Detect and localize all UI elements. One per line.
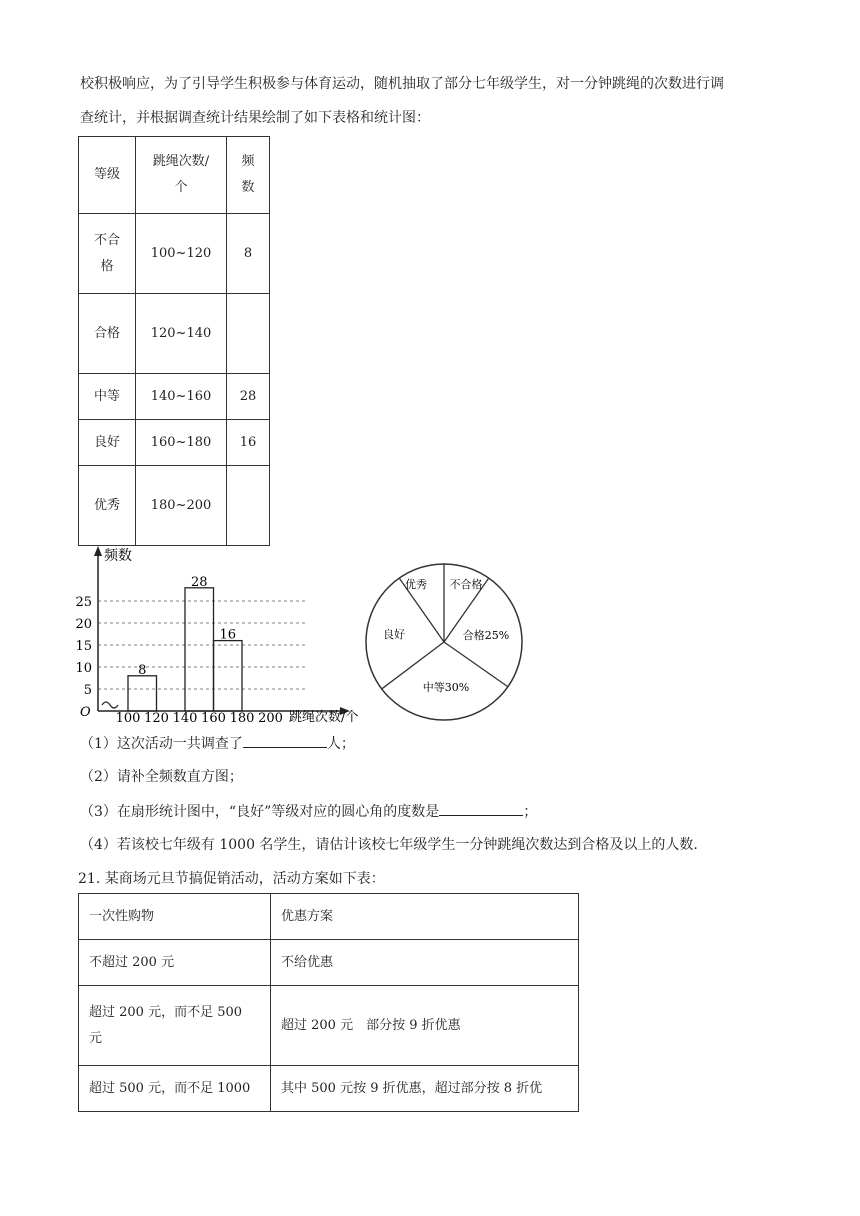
offer-cell: 超过 200 元 部分按 9 折优惠 [271, 986, 579, 1066]
freq-cell: 8 [227, 214, 270, 294]
origin-label: O [80, 705, 91, 720]
freq-cell: 28 [227, 374, 270, 420]
header-level: 等级 [79, 137, 136, 214]
freq-cell [227, 294, 270, 374]
table-row [79, 940, 579, 986]
freq-cell [227, 466, 270, 546]
offer-cell: 不给优惠 [271, 940, 579, 986]
question-1: （1）这次活动一共调查了 人； [80, 733, 355, 754]
intro-line-1: 校积极响应，为了引导学生积极参与体育运动，随机抽取了部分七年级学生，对一分钟跳绳的次数进行调 [80, 76, 724, 92]
table-row [79, 294, 270, 374]
pie-chart [360, 558, 530, 728]
level-cell: 中等 [79, 374, 136, 420]
problem-21-title: 21. 某商场元旦节搞促销活动，活动方案如下表： [78, 871, 385, 887]
range-cell: 100~120 [136, 214, 227, 294]
bar-value-label: 28 [190, 574, 208, 590]
question-4: （4）若该校七年级有 1000 名学生，请估计该校七年级学生一分钟跳绳次数达到合格及以上的人数. [80, 837, 698, 853]
pie-label-good: 良好 [383, 628, 405, 641]
x-tick-label: 120 [144, 711, 169, 726]
y-tick-label: 15 [75, 639, 92, 654]
pie-label-pass: 合格25% [462, 629, 510, 642]
question-2: （2）请补全频数直方图； [80, 769, 243, 785]
level-cell: 合格 [79, 294, 136, 374]
range-cell: 180~200 [136, 466, 227, 546]
table-row [79, 466, 270, 546]
table-row [79, 214, 270, 294]
pie-label-medium: 中等30% [422, 681, 470, 694]
histogram-bar [214, 641, 243, 711]
header-offer: 优惠方案 [271, 894, 579, 940]
x-tick-label: 160 [201, 711, 226, 726]
x-tick-label: 140 [172, 711, 198, 726]
header-count: 跳绳次数/ 个 [136, 137, 227, 214]
answer-blank-3[interactable] [439, 801, 523, 816]
level-cell: 不合 格 [79, 214, 136, 294]
histogram-bar [128, 676, 157, 711]
table-row [79, 374, 270, 420]
bar-value-label: 8 [138, 662, 147, 678]
range-cell: 140~160 [136, 374, 227, 420]
histogram-bar [185, 588, 214, 711]
header-frequency: 频 数 [227, 137, 270, 214]
x-tick-label: 100 [115, 711, 141, 726]
offer-cell: 其中 500 元按 9 折优惠，超过部分按 8 折优 [271, 1066, 579, 1112]
promotion-table [78, 893, 579, 1112]
table-row [79, 420, 270, 466]
y-tick-label: 5 [83, 683, 92, 698]
x-tick-label: 200 [258, 711, 283, 726]
jump-rope-table [78, 136, 270, 546]
y-axis-title: 频数 [104, 548, 132, 564]
purchase-cell: 不超过 200 元 [79, 940, 271, 986]
pie-label-fail: 不合格 [449, 578, 483, 591]
y-tick-label: 20 [75, 617, 92, 632]
axis-break-mark [102, 702, 118, 708]
header-purchase: 一次性购物 [79, 894, 271, 940]
y-tick-label: 25 [75, 595, 92, 610]
table-row [79, 1066, 579, 1112]
pie-label-excellent: 优秀 [405, 578, 427, 591]
level-cell: 良好 [79, 420, 136, 466]
table-row [79, 986, 579, 1066]
question-3: （3）在扇形统计图中，“良好”等级对应的圆心角的度数是 ； [80, 801, 537, 822]
x-axis-title: 跳绳次数/个 [289, 710, 359, 725]
y-axis-arrow [94, 546, 102, 556]
purchase-cell: 超过 200 元，而不足 500 元 [79, 986, 271, 1066]
frequency-histogram [70, 540, 400, 730]
y-tick-label: 10 [75, 661, 92, 676]
range-cell: 160~180 [136, 420, 227, 466]
bar-value-label: 16 [219, 627, 237, 643]
answer-blank-1[interactable] [243, 733, 327, 748]
range-cell: 120~140 [136, 294, 227, 374]
level-cell: 优秀 [79, 466, 136, 546]
x-tick-label: 180 [229, 711, 255, 726]
purchase-cell: 超过 500 元，而不足 1000 [79, 1066, 271, 1112]
intro-line-2: 查统计，并根据调查统计结果绘制了如下表格和统计图： [80, 110, 430, 126]
freq-cell: 16 [227, 420, 270, 466]
